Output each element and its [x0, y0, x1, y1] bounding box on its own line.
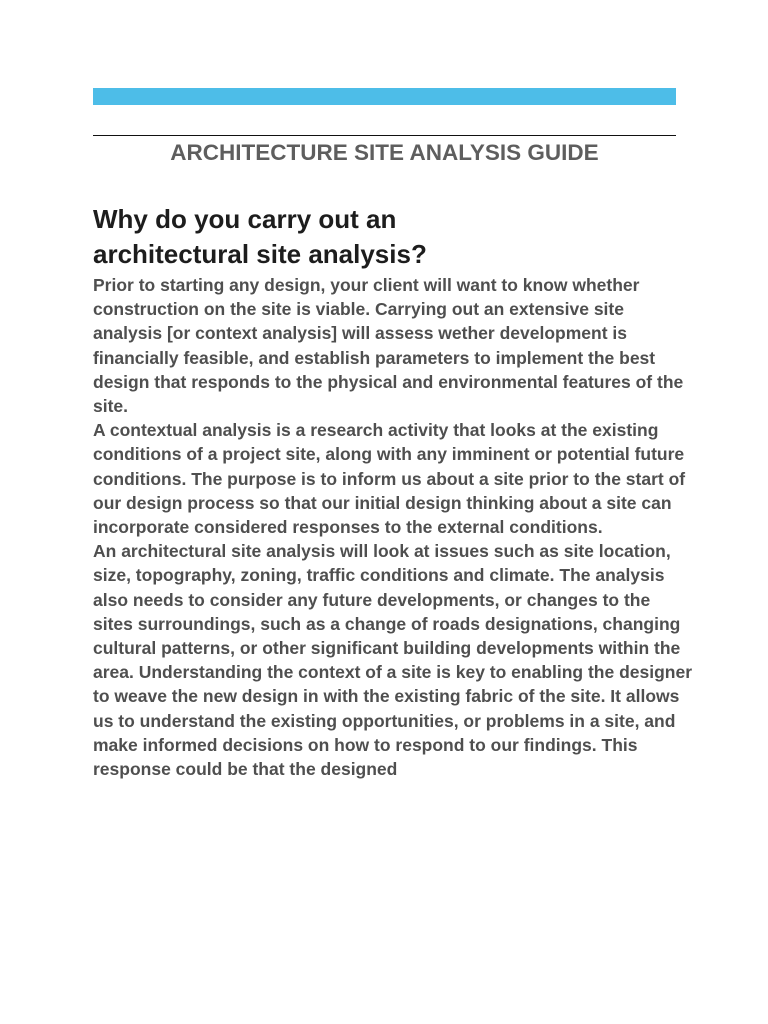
paragraph: A contextual analysis is a research activity that looks at the existing conditions of a project site, along with any imminent or potential future conditions. The purpose is to inform us about a site prior to the start of our design process so that our initial design thinking about a site can incorporate considered responses to the external conditions.: [93, 420, 686, 538]
document-page: [93, 0, 693, 1024]
section-heading-line-2: architectural site analysis?: [93, 239, 427, 269]
document-title: ARCHITECTURE SITE ANALYSIS GUIDE: [170, 140, 599, 165]
accent-bar: [93, 88, 676, 105]
paragraph: Prior to starting any design, your client will want to know whether construction on the site is viable. Carrying out an extensive site analysis [or context analysis] will assess wether development is financially feasible, and establish parameters to implement the best design that responds to the physical and environmental features of the site.: [93, 275, 684, 417]
section-heading: [93, 202, 693, 272]
body-text: [93, 273, 693, 781]
section-heading-line-1: Why do you carry out an: [93, 204, 397, 234]
paragraph: An architectural site analysis will look at issues such as site location, size, topography, zoning, traffic conditions and climate. The analysis also needs to consider any future developments, or changes to the sites surroundings, such as a change of roads designations, changing cultural patterns, or other significant building developments within the area. Understanding the context of a site is key to enabling the designer to weave the new design in with the existing fabric of the site. It allows us to understand the existing opportunities, or problems in a site, and make informed decisions on how to respond to our findings. This response could be that the designed: [93, 541, 693, 780]
header-divider: [93, 135, 676, 136]
